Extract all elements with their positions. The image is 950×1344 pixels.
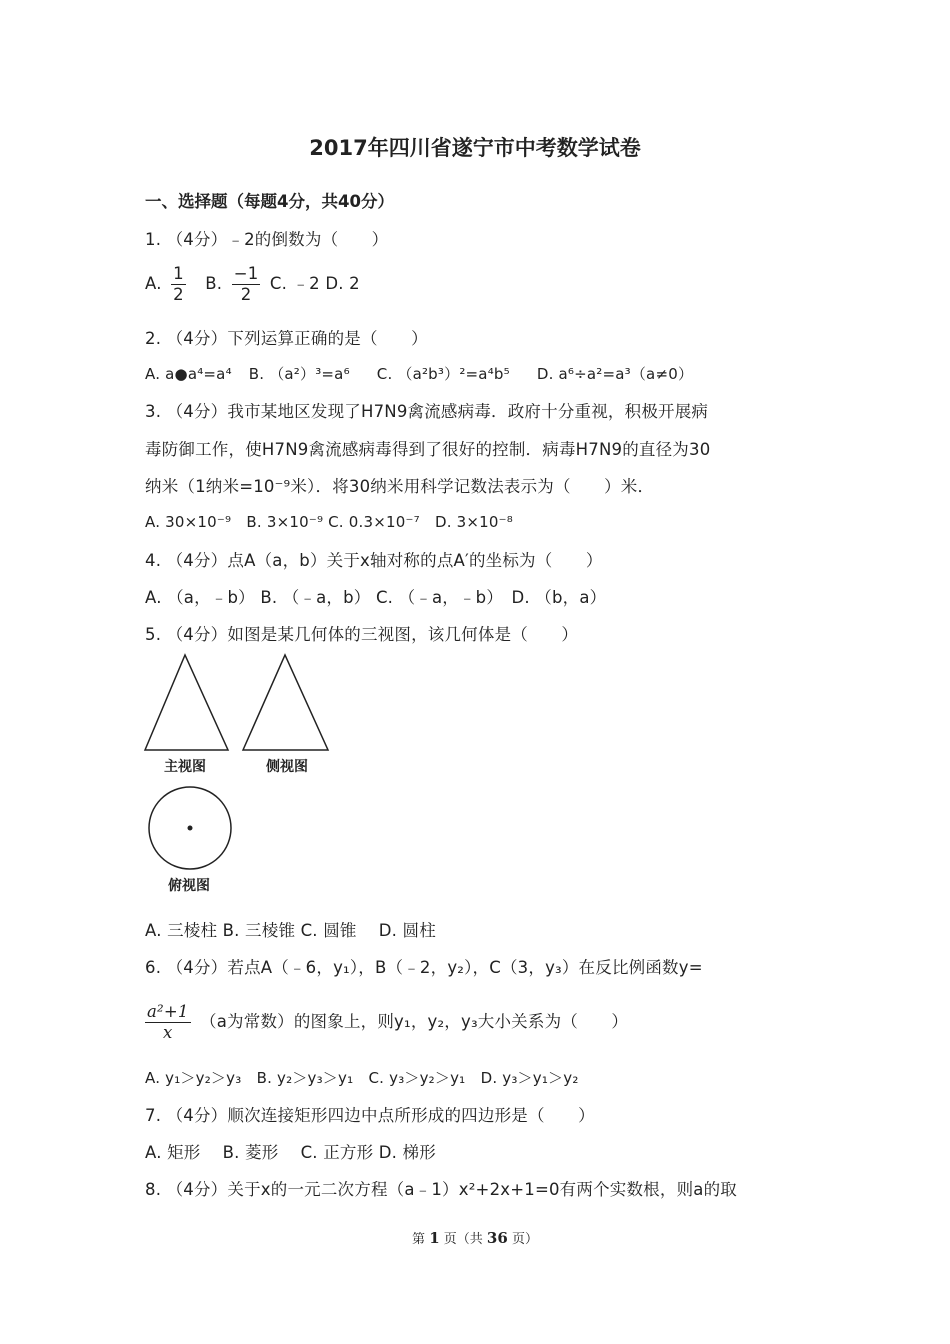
fraction-a <box>171 264 186 305</box>
fraction-b-den: 2 <box>240 285 252 304</box>
question-6-line-1: 6. （4分）若点A（﹣6，y₁），B（﹣2，y₂），C（3，y₃）在反比例函数y= <box>145 958 703 977</box>
fraction-b <box>232 264 261 305</box>
footer-mid: 页（共 <box>443 1232 483 1247</box>
page-title: 2017年四川省遂宁市中考数学试卷 <box>309 136 641 160</box>
top-view-center-dot <box>188 826 193 831</box>
front-view-label: 主视图 <box>164 759 206 775</box>
question-2-stem: 2. （4分）下列运算正确的是（ ） <box>145 329 428 348</box>
question-5-options: A. 三棱柱 B. 三棱锥 C. 圆锥 D. 圆柱 <box>145 921 436 940</box>
question-4-options: A. （a，﹣b） B. （﹣a，b） C. （﹣a，﹣b） D. （b，a） <box>145 588 607 607</box>
front-view-triangle <box>145 655 228 750</box>
fraction-a-num: 1 <box>173 264 184 283</box>
question-3-line-3: 纳米（1纳米=10⁻⁹米）．将30纳米用科学记数法表示为（ ）米． <box>145 477 655 496</box>
function-fraction-num: a²+1 <box>147 1002 189 1021</box>
option-a-label: A. <box>145 274 162 293</box>
question-3-line-1: 3. （4分）我市某地区发现了H7N9禽流感病毒．政府十分重视，积极开展病 <box>145 402 709 421</box>
footer-pre: 第 <box>412 1232 426 1247</box>
question-1-stem: 1. （4分）﹣2的倒数为（ ） <box>145 230 389 249</box>
top-view-label: 俯视图 <box>168 878 210 894</box>
question-7-options: A. 矩形 B. 菱形 C. 正方形 D. 梯形 <box>145 1143 436 1162</box>
function-fraction-den: x <box>163 1023 173 1042</box>
side-view-label: 侧视图 <box>266 759 308 775</box>
question-3-options: A. 30×10⁻⁹ B. 3×10⁻⁹ C. 0.3×10⁻⁷ D. 3×10⁻⁸ <box>145 513 513 531</box>
page-footer <box>0 1228 950 1247</box>
function-fraction <box>145 1002 191 1043</box>
question-4-stem: 4. （4分）点A（a，b）关于x轴对称的点A′的坐标为（ ） <box>145 551 603 570</box>
footer-page-number: 1 <box>429 1229 440 1247</box>
q2-option-d: D. a⁶÷a²=a³（a≠0） <box>536 365 694 383</box>
question-2-options <box>145 363 693 384</box>
footer-total-pages: 36 <box>486 1229 508 1247</box>
question-1-options <box>145 264 360 305</box>
option-b-label: B. <box>205 274 223 293</box>
q2-option-b: B. （a²）³=a⁶ <box>248 365 350 383</box>
question-8-line-1: 8. （4分）关于x的一元二次方程（a﹣1）x²+2x+1=0有两个实数根，则a的取 <box>145 1180 737 1199</box>
q2-option-c: C. （a²b³）²=a⁴b⁵ <box>376 365 510 383</box>
fraction-a-den: 2 <box>173 285 184 304</box>
section-heading: 一、选择题（每题4分，共40分） <box>145 192 394 211</box>
footer-post: 页） <box>511 1232 538 1247</box>
side-view-triangle <box>243 655 328 750</box>
question-5-stem: 5. （4分）如图是某几何体的三视图，该几何体是（ ） <box>145 625 579 644</box>
question-3-line-2: 毒防御工作，使H7N9禽流感病毒得到了很好的控制．病毒H7N9的直径为30 <box>145 440 711 459</box>
options-c-d: C. ﹣2 D. 2 <box>269 274 360 293</box>
question-6-line-2-wrap <box>145 1002 628 1043</box>
question-7-stem: 7. （4分）顺次连接矩形四边中点所形成的四边形是（ ） <box>145 1106 595 1125</box>
question-6-line-2: （a为常数）的图象上，则y₁，y₂，y₃大小关系为（ ） <box>200 1012 629 1031</box>
q2-option-a: A. a●a⁴=a⁴ <box>145 365 232 383</box>
question-6-options: A. y₁＞y₂＞y₃ B. y₂＞y₃＞y₁ C. y₃＞y₂＞y₁ D. y₃＞y₁＞y₂ <box>145 1069 579 1087</box>
fraction-b-num: −1 <box>233 264 259 283</box>
